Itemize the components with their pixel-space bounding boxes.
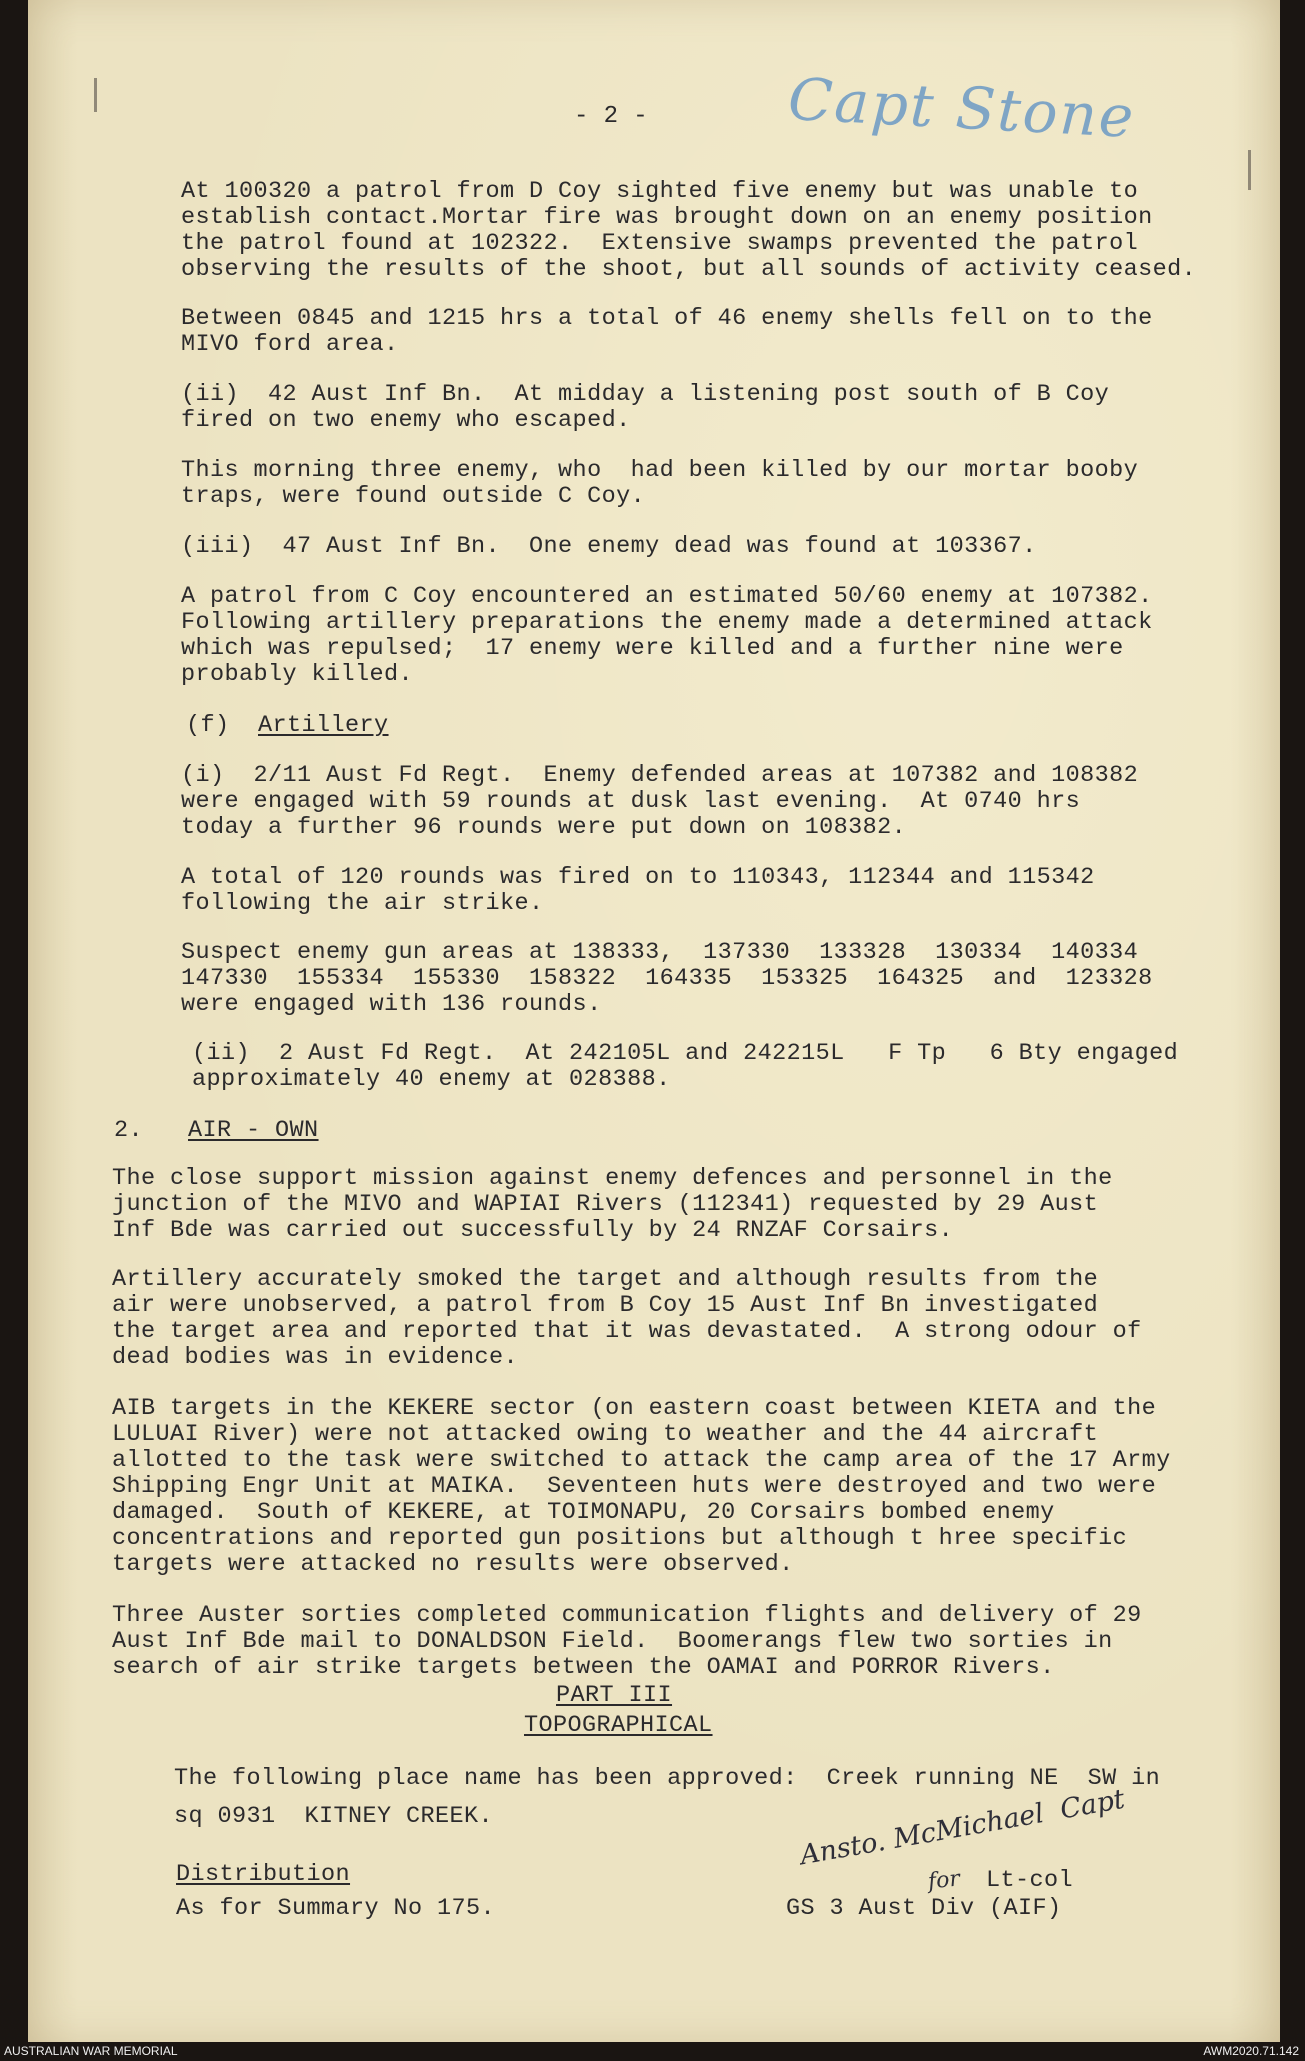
signatory-rank: Lt-col: [986, 1867, 1074, 1894]
text-line: 147330 155334 155330 158322 164335 153325 164325 and 123328: [181, 965, 1153, 992]
distribution-text: As for Summary No 175.: [176, 1895, 496, 1922]
text-line: were engaged with 136 rounds.: [181, 991, 602, 1018]
text-line: At 100320 a patrol from D Coy sighted five enemy but was unable to: [181, 178, 1139, 205]
text-line: which was repulsed; 17 enemy were killed and a further nine were: [181, 635, 1124, 662]
text-line: Suspect enemy gun areas at 138333, 137330 133328 130334 140334: [181, 939, 1139, 966]
handwritten-signature: Ansto. McMichael Capt: [797, 1783, 1128, 1872]
signatory-unit: GS 3 Aust Div (AIF): [786, 1895, 1062, 1922]
text-line: concentrations and reported gun positions but although t hree specific: [112, 1525, 1128, 1552]
text-line: allotted to the task were switched to attack the camp area of the 17 Army: [112, 1447, 1171, 1474]
handwritten-for: for: [926, 1866, 962, 1895]
text-line: AIB targets in the KEKERE sector (on eastern coast between KIETA and the: [112, 1395, 1157, 1422]
text-line: traps, were found outside C Coy.: [181, 483, 646, 510]
text-line: Inf Bde was carried out successfully by 24 RNZAF Corsairs.: [112, 1217, 954, 1244]
text-line: approximately 40 enemy at 028388.: [192, 1066, 671, 1093]
text-line: (ii) 2 Aust Fd Regt. At 242105L and 242215L F Tp 6 Bty engaged: [192, 1040, 1179, 1067]
section-number: 2.: [114, 1117, 144, 1144]
text-line: (ii) 42 Aust Inf Bn. At midday a listening post south of B Coy: [181, 381, 1110, 408]
text-line: observing the results of the shoot, but all sounds of activity ceased.: [181, 256, 1197, 283]
punch-mark: [1248, 150, 1251, 190]
text-line: search of air strike targets between the OAMAI and PORROR Rivers.: [112, 1654, 1055, 1681]
text-line: sq 0931 KITNEY CREEK.: [174, 1803, 494, 1830]
text-line: Following artillery preparations the enemy made a determined attack: [181, 609, 1153, 636]
text-line: air were unobserved, a patrol from B Coy 15 Aust Inf Bn investigated: [112, 1292, 1099, 1319]
text-line: This morning three enemy, who had been killed by our mortar booby: [181, 457, 1139, 484]
text-line: the target area and reported that it was devastated. A strong odour of: [112, 1318, 1142, 1345]
text-line: Artillery accurately smoked the target and although results from the: [112, 1266, 1099, 1293]
text-line: Shipping Engr Unit at MAIKA. Seventeen huts were destroyed and two were: [112, 1473, 1157, 1500]
text-line: The following place name has been approved: Creek running NE SW in: [174, 1765, 1161, 1792]
text-line: The close support mission against enemy defences and personnel in the: [112, 1165, 1113, 1192]
text-line: probably killed.: [181, 661, 414, 688]
footer-accession-number: AWM2020.71.142: [1203, 2044, 1299, 2058]
text-line: Aust Inf Bde mail to DONALDSON Field. Boomerangs flew two sorties in: [112, 1628, 1113, 1655]
text-line: LULUAI River) were not attacked owing to weather and the 44 aircraft: [112, 1421, 1099, 1448]
section-marker: (f): [186, 712, 230, 739]
text-line: were engaged with 59 rounds at dusk last evening. At 0740 hrs: [181, 788, 1081, 815]
text-line: A total of 120 rounds was fired on to 110343, 112344 and 115342: [181, 864, 1095, 891]
text-line: Three Auster sorties completed communication flights and delivery of 29: [112, 1602, 1142, 1629]
text-line: (iii) 47 Aust Inf Bn. One enemy dead was found at 103367.: [181, 533, 1037, 560]
page-number: - 2 -: [574, 103, 649, 130]
text-line: targets were attacked no results were observed.: [112, 1551, 794, 1578]
text-line: Between 0845 and 1215 hrs a total of 46 enemy shells fell on to the: [181, 305, 1153, 332]
text-line: junction of the MIVO and WAPIAI Rivers (112341) requested by 29 Aust: [112, 1191, 1099, 1218]
part-heading: PART III: [556, 1682, 673, 1709]
text-line: following the air strike.: [181, 890, 544, 917]
footer-source: AUSTRALIAN WAR MEMORIAL: [4, 2044, 178, 2058]
text-line: establish contact.Mortar fire was brought down on an enemy position: [181, 204, 1153, 231]
text-line: today a further 96 rounds were put down on 108382.: [181, 814, 907, 841]
text-line: MIVO ford area.: [181, 331, 399, 358]
document-page: [28, 0, 1280, 2042]
footer-bar: [0, 2042, 1305, 2061]
text-line: fired on two enemy who escaped.: [181, 407, 631, 434]
text-line: A patrol from C Coy encountered an estimated 50/60 enemy at 107382.: [181, 583, 1153, 610]
distribution-heading: Distribution: [176, 1861, 351, 1888]
text-line: (i) 2/11 Aust Fd Regt. Enemy defended areas at 107382 and 108382: [181, 762, 1139, 789]
text-line: dead bodies was in evidence.: [112, 1344, 519, 1371]
section-heading-air-own: AIR - OWN: [188, 1117, 319, 1144]
text-line: the patrol found at 102322. Extensive swamps prevented the patrol: [181, 230, 1139, 257]
punch-mark: [94, 78, 97, 112]
handwritten-annotation: Capt Stone: [786, 64, 1138, 152]
section-heading-artillery: Artillery: [258, 712, 389, 739]
topographical-heading: TOPOGRAPHICAL: [524, 1712, 713, 1739]
text-line: damaged. South of KEKERE, at TOIMONAPU, 20 Corsairs bombed enemy: [112, 1499, 1055, 1526]
